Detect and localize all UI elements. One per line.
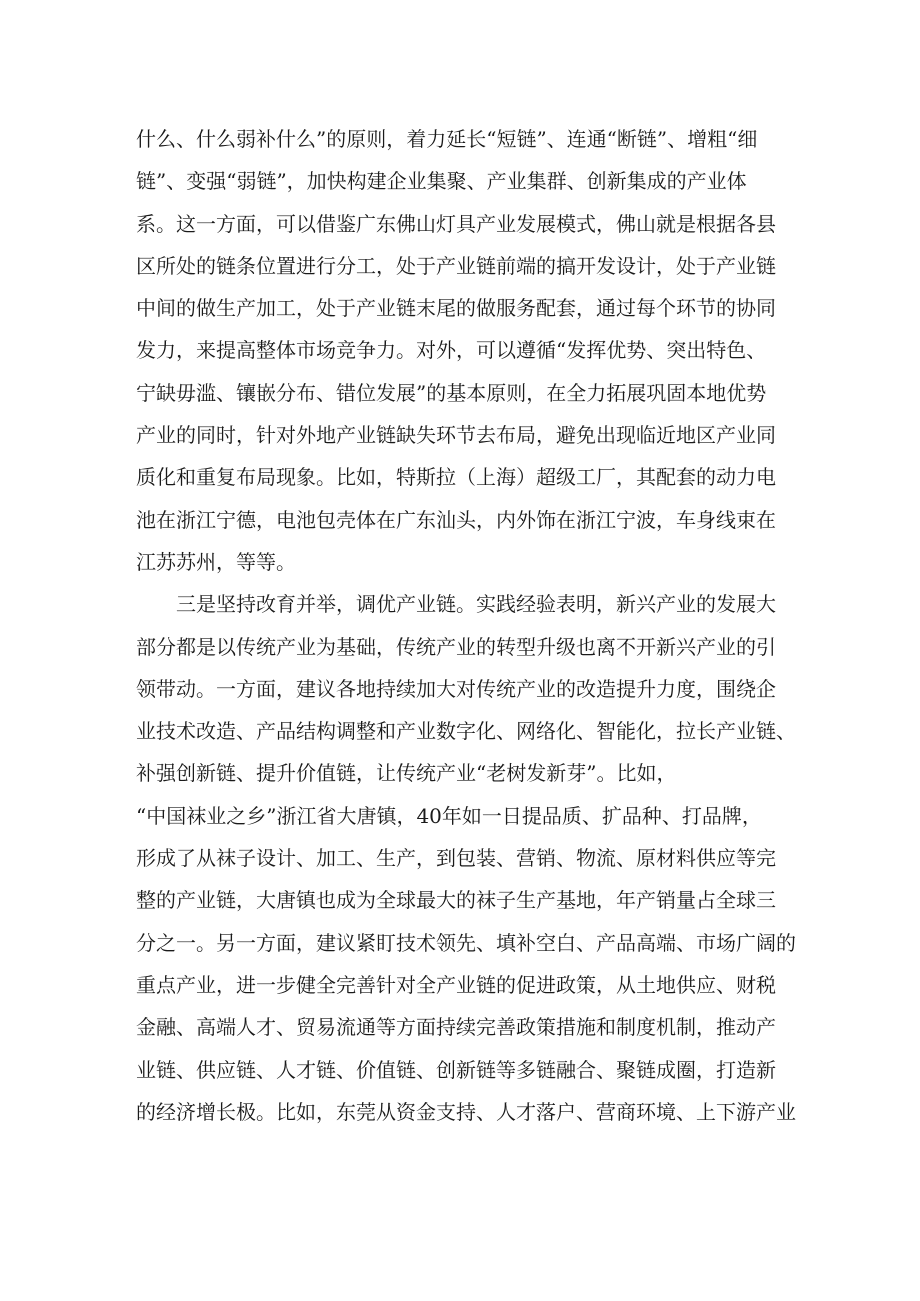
text-line: 中间的做生产加工，处于产业链末尾的做服务配套，通过每个环节的协同 bbox=[136, 296, 776, 321]
paragraph-start-line: 三是坚持改育并举，调优产业链。实践经验表明，新兴产业的发展大 bbox=[176, 592, 776, 617]
text-line: 整的产业链，大唐镇也成为全球最大的袜子生产基地，年产销量占全球三 bbox=[136, 888, 776, 913]
document-body bbox=[136, 118, 806, 1133]
text-line: 区所处的链条位置进行分工，处于产业链前端的搞开发设计，处于产业链 bbox=[136, 253, 776, 278]
text-line: 形成了从袜子设计、加工、生产，到包装、营销、物流、原材料供应等完 bbox=[136, 846, 776, 871]
text-line: 链”、变强“弱链”，加快构建企业集聚、产业集群、创新集成的产业体 bbox=[136, 169, 747, 194]
text-line: 池在浙江宁德，电池包壳体在广东汕头，内外饰在浙江宁波，车身线束在 bbox=[136, 507, 776, 532]
text-line: 补强创新链、提升价值链，让传统产业“老树发新芽”。比如， bbox=[136, 761, 677, 786]
text-line: 领带动。一方面，建议各地持续加大对传统产业的改造提升力度，围绕企 bbox=[136, 676, 776, 701]
text-line: 产业的同时，针对外地产业链缺失环节去布局，避免出现临近地区产业同 bbox=[136, 423, 776, 448]
text-line: 系。这一方面，可以借鉴广东佛山灯具产业发展模式，佛山就是根据各县 bbox=[136, 211, 776, 236]
text-line: 发力，来提高整体市场竞争力。对外，可以遵循“发挥优势、突出特色、 bbox=[136, 338, 767, 363]
text-line: 什么、什么弱补什么”的原则，着力延长“短链”、连通“断链”、增粗“细 bbox=[136, 127, 758, 151]
text-line: 业技术改造、产品结构调整和产业数字化、网络化、智能化，拉长产业链、 bbox=[136, 719, 796, 744]
text-line: 金融、高端人才、贸易流通等方面持续完善政策措施和制度机制，推动产 bbox=[136, 1015, 776, 1040]
text-line: 质化和重复布局现象。比如，特斯拉（上海）超级工厂，其配套的动力电 bbox=[136, 465, 776, 490]
text-line: 分之一。另一方面，建议紧盯技术领先、填补空白、产品高端、市场广阔的 bbox=[136, 930, 796, 955]
text-line: 重点产业，进一步健全完善针对全产业链的促进政策，从土地供应、财税 bbox=[136, 972, 776, 997]
text-line: 宁缺毋滥、镶嵌分布、错位发展”的基本原则，在全力拓展巩固本地优势 bbox=[136, 380, 767, 405]
text-line: 业链、供应链、人才链、价值链、创新链等多链融合、聚链成圈，打造新 bbox=[136, 1057, 776, 1082]
text-line: 的经济增长极。比如，东莞从资金支持、人才落户、营商环境、上下游产业 bbox=[136, 1099, 796, 1124]
text-line: “中国袜业之乡”浙江省大唐镇，40年如一日提品质、扩品种、打品牌， bbox=[136, 803, 762, 828]
text-line: 部分都是以传统产业为基础，传统产业的转型升级也离不开新兴产业的引 bbox=[136, 634, 776, 659]
text-line: 江苏苏州，等等。 bbox=[136, 549, 296, 574]
